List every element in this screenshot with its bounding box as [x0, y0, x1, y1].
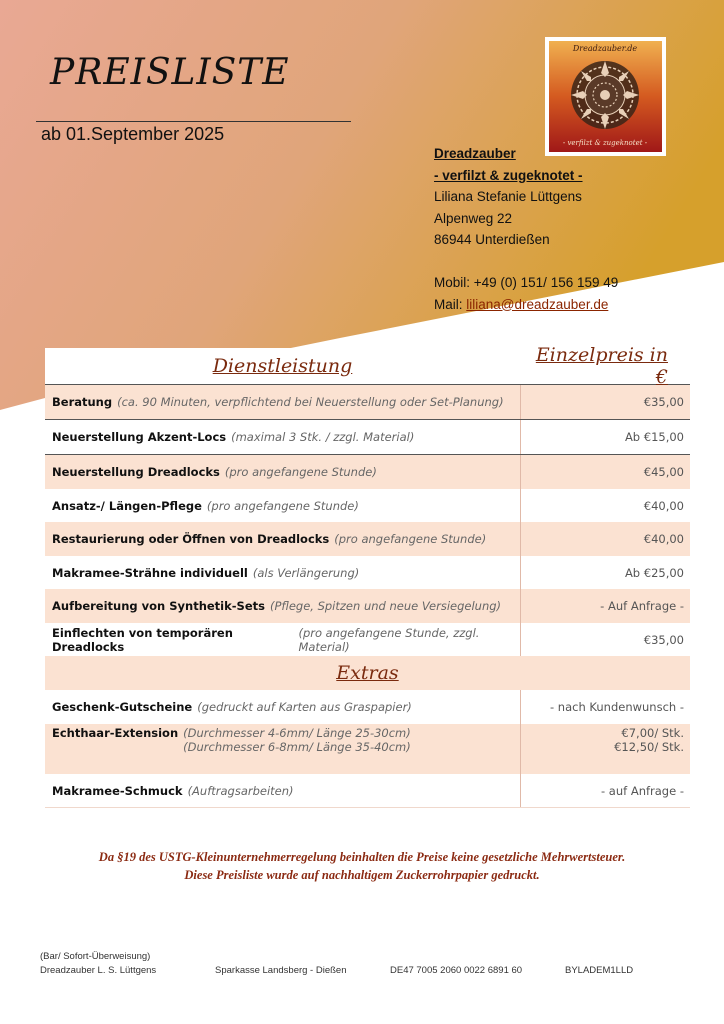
- tax-note: [0, 848, 724, 884]
- tax-note-line2: Diese Preisliste wurde auf nachhaltigem Zuckerrohrpapier gedruckt.: [184, 868, 540, 882]
- table-row: Ansatz-/ Längen-Pflege (pro angefangene Stunde) €40,00: [45, 489, 690, 522]
- payment-method: (Bar/ Sofort-Überweisung): [40, 951, 151, 962]
- valid-from-date: ab 01.September 2025: [41, 124, 225, 144]
- mail-link[interactable]: liliana@dreadzauber.de: [466, 296, 609, 312]
- table-row: Beratung (ca. 90 Minuten, verpflichtend bei Neuerstellung oder Set-Planung) €35,00: [45, 384, 690, 419]
- table-row: Neuerstellung Dreadlocks (pro angefangene Stunde) €45,00: [45, 454, 690, 489]
- mail-label: Mail:: [434, 296, 463, 312]
- company-slogan: - verfilzt & zugeknotet -: [434, 167, 583, 183]
- table-row: Neuerstellung Akzent-Locs (maximal 3 Stk. / zzgl. Material) Ab €15,00: [45, 419, 690, 454]
- table-row: Makramee-Strähne individuell (als Verlängerung) Ab €25,00: [45, 556, 690, 589]
- bank-footer: [40, 950, 634, 976]
- street-address: Alpenweg 22: [434, 210, 513, 226]
- tax-note-line1: Da §19 des USTG-Kleinunternehmerregelung beinhalten die Preise keine gesetzliche Mehrwertsteuer.: [98, 850, 626, 864]
- price-table: [45, 344, 690, 808]
- table-row: Echthaar-Extension (Durchmesser 4-6mm/ Länge 25-30cm) (Durchmesser 6-8mm/ Länge 35-40cm) €7,00/ Stk. €12,50/ Stk.: [45, 724, 690, 774]
- table-row: Makramee-Schmuck (Auftragsarbeiten) - auf Anfrage -: [45, 774, 690, 808]
- contact-block: [434, 143, 618, 315]
- extras-header: Extras: [45, 656, 690, 690]
- table-row: Einflechten von temporären Dreadlocks (pro angefangene Stunde, zzgl. Material) €35,00: [45, 623, 690, 656]
- col-price-header: Einzelpreis in €: [535, 344, 668, 388]
- account-holder: Dreadzauber L. S. Lüttgens: [40, 965, 157, 976]
- title-divider: [36, 121, 351, 122]
- company-name: Dreadzauber: [434, 146, 516, 161]
- owner-name: Liliana Stefanie Lüttgens: [434, 189, 582, 204]
- dreadzauber-logo: [545, 37, 666, 156]
- table-row: Geschenk-Gutscheine (gedruckt auf Karten aus Graspapier) - nach Kundenwunsch -: [45, 690, 690, 724]
- mobile-number: Mobil: +49 (0) 151/ 156 159 49: [434, 275, 619, 290]
- page-title: PREISLISTE: [50, 52, 290, 93]
- bank-name: Sparkasse Landsberg - Dießen: [215, 965, 347, 976]
- bic: BYLADEM1LLD: [565, 965, 634, 976]
- svg-text:- verfilzt & zugeknotet -: - verfilzt & zugeknotet -: [562, 139, 648, 147]
- col-service-header: Dienstleistung: [212, 355, 353, 377]
- mail-line: [434, 294, 618, 316]
- svg-text:Dreadzauber.de: Dreadzauber.de: [572, 44, 638, 53]
- city-address: 86944 Unterdießen: [434, 232, 550, 247]
- table-row: Restaurierung oder Öffnen von Dreadlocks (pro angefangene Stunde) €40,00: [45, 522, 690, 556]
- table-header: [45, 344, 690, 388]
- mandala-icon: [571, 61, 639, 129]
- table-row: Aufbereitung von Synthetik-Sets (Pflege, Spitzen und neue Versiegelung) - Auf Anfrage -: [45, 589, 690, 623]
- iban: DE47 7005 2060 0022 6891 60: [390, 965, 523, 976]
